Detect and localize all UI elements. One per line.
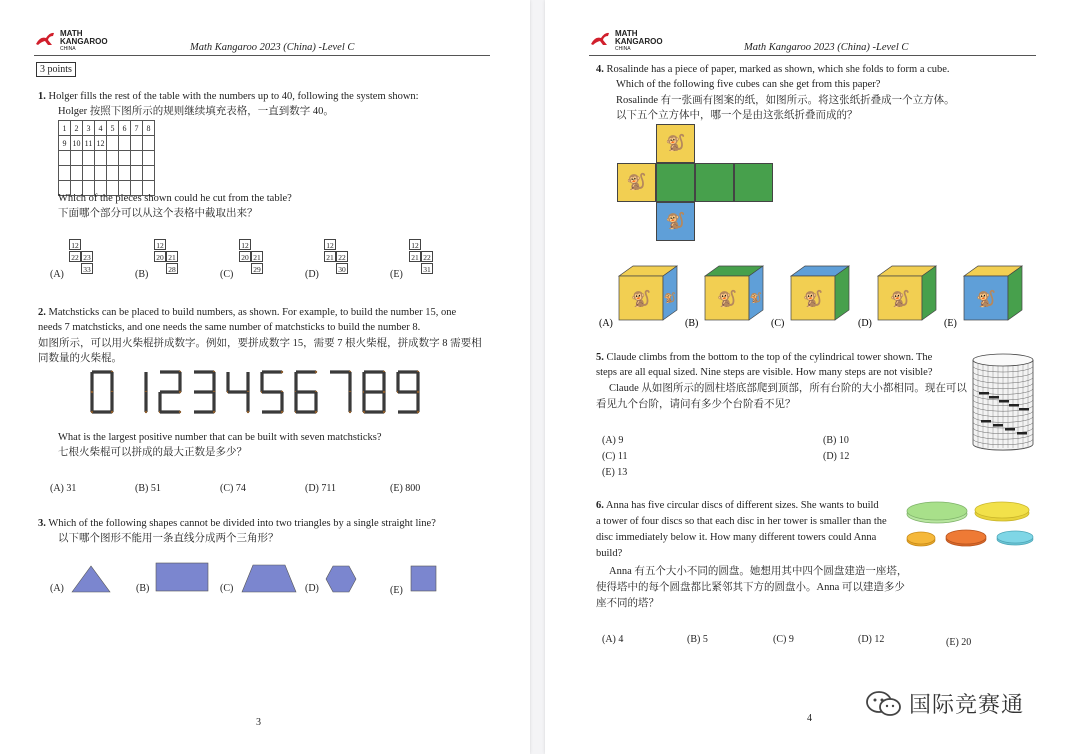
q1-piece-cell: 12	[324, 239, 336, 250]
q1-option-label: (B)	[135, 269, 149, 280]
page-number-right: 4	[807, 713, 812, 724]
q5-number: 5.	[596, 352, 604, 363]
q1-piece-cell: 20	[239, 251, 251, 262]
monkey-icon: 🐒	[663, 293, 677, 304]
discs	[905, 498, 1040, 550]
cube-option-e	[944, 266, 1022, 329]
watermark	[865, 688, 1024, 719]
q1-piece-cell: 22	[336, 251, 348, 262]
table-row	[59, 121, 155, 136]
digit-0	[91, 371, 113, 413]
q5-option-b: (B) 10	[823, 435, 849, 446]
option-value: 74	[235, 483, 246, 494]
digit-9	[397, 371, 419, 413]
q1-piece	[154, 239, 184, 279]
monkey-icon: 🐒	[631, 291, 651, 308]
q1-piece	[324, 239, 354, 279]
digit-5	[261, 371, 283, 413]
q2-option	[305, 483, 336, 494]
monkey-icon: 🐒	[626, 174, 647, 191]
page-number-left: 3	[256, 717, 261, 728]
q3-option-a: (A)	[50, 583, 64, 594]
logo-line-3: CHINA	[60, 46, 76, 52]
option-value: 51	[150, 483, 161, 494]
q6-text-en-1: Anna has five circular discs of different sizes. She wants to build	[605, 500, 879, 511]
monkey-icon: 🐒	[717, 291, 737, 308]
table-cell: 2	[71, 121, 83, 136]
option-label: (C)	[220, 483, 234, 494]
q4-text-en-1: Rosalinde has a piece of paper, marked as shown, which she folds to form a cube.	[606, 64, 950, 75]
net-face-center	[656, 163, 695, 202]
option-label: (A)	[50, 483, 64, 494]
q1-piece-cell: 22	[421, 251, 433, 262]
q1-piece-cell: 21	[251, 251, 263, 262]
q2-question-zh: 七根火柴棍可以拼成的最大正数是多少？	[58, 447, 247, 458]
cube-option-label: (D)	[858, 318, 872, 329]
monkey-icon: 🐒	[890, 291, 910, 308]
table-row	[59, 136, 155, 151]
q5-text-en-1: Claude climbs from the bottom to the top of the cylindrical tower shown. The	[606, 352, 933, 363]
cube-option-label: (B)	[685, 318, 699, 329]
table-cell	[119, 136, 131, 151]
cube-option-d	[858, 266, 936, 329]
q5-option-a: (A) 9	[602, 435, 624, 446]
number-table	[58, 120, 155, 196]
net-face-top	[656, 124, 695, 163]
q2-question-en: What is the largest positive number that can be built with seven matchsticks?	[58, 432, 382, 443]
q4-text-zh-1: Rosalinde 有一张画有图案的纸，如图所示。将这张纸折叠成一个立方体。	[616, 95, 955, 106]
hexagon-shape	[325, 564, 357, 594]
option-label: (C)	[773, 634, 787, 645]
q1-piece-cell: 12	[69, 239, 81, 250]
q6-text-en-2: a tower of four discs so that each disc in her tower is smaller than the	[596, 516, 887, 527]
wechat-icon	[865, 690, 903, 718]
q5-text-zh-2: 看见九个台阶，请问有多少个台阶看不见？	[596, 399, 796, 410]
q6-number: 6.	[596, 500, 604, 511]
cube-option-label: (A)	[599, 318, 613, 329]
digit-4	[227, 372, 249, 413]
q3-option-e: (E)	[390, 585, 403, 596]
page-4	[545, 0, 1080, 754]
q2-number: 2.	[38, 307, 46, 318]
logo-line-3: CHINA	[615, 46, 631, 52]
header-rule	[34, 55, 490, 56]
option-label: (D)	[305, 483, 319, 494]
q1-text-en: Holger fills the rest of the table with the numbers up to 40, following the system shown:	[48, 91, 419, 102]
q6-option	[858, 634, 884, 645]
q2-text-zh-1: 如图所示，可以用火柴棍拼成数字。例如，要拼成数字 15，需要 7 根火柴棍，拼成数字 8 需要相	[38, 338, 482, 349]
cube-option-label: (E)	[944, 318, 957, 329]
header-title: Math Kangaroo 2023 (China) -Level C	[744, 42, 909, 53]
table-cell: 12	[95, 136, 107, 151]
table-cell: 8	[143, 121, 155, 136]
q4-number: 4.	[596, 64, 604, 75]
digit-3	[194, 371, 215, 413]
q2-option	[135, 483, 161, 494]
q5-text-en-2: steps are all equal sized. Nine steps are visible. How many steps are not visible?	[596, 367, 933, 378]
q2-text-en-1: Matchsticks can be placed to build numbers, as shown. For example, to build the number 15, one	[48, 307, 457, 318]
cube-option-b	[685, 266, 763, 329]
option-value: 5	[702, 634, 708, 645]
option-label: (E)	[390, 483, 403, 494]
monkey-icon: 🐒	[976, 291, 996, 308]
q1-text	[38, 89, 488, 104]
option-label: (A)	[602, 634, 616, 645]
logo-line-1: MATH	[615, 29, 638, 38]
square-shape	[410, 565, 438, 593]
q1-option-label: (C)	[220, 269, 234, 280]
net-face-left	[617, 163, 656, 202]
math-kangaroo-logo	[34, 30, 108, 52]
q1-option-label: (D)	[305, 269, 319, 280]
option-value: 12	[874, 634, 885, 645]
table-cell: 11	[83, 136, 95, 151]
q6-text-en-3: disc immediately below it. How many different towers could Anna	[596, 532, 877, 543]
logo-line-2: KANGAROO	[60, 37, 108, 46]
q3-number: 3.	[38, 518, 46, 529]
q1-piece-cell: 20	[154, 251, 166, 262]
table-cell	[143, 136, 155, 151]
q4-text	[596, 62, 1036, 77]
q6-text-zh-2: 使得塔中的每个圆盘都比紧邻其下方的圆盘小。Anna 可以建造多少	[596, 582, 905, 593]
q1-number: 1.	[38, 91, 46, 102]
table-row	[59, 166, 155, 181]
q3-option-c: (C)	[220, 583, 234, 594]
cube-option-label: (C)	[771, 318, 785, 329]
option-label: (B)	[687, 634, 701, 645]
q1-piece-cell: 23	[81, 251, 93, 262]
option-label: (E)	[946, 637, 959, 648]
q2-text-en-2: needs 7 matchsticks, and one needs the same number of matchsticks to build the number 8.	[38, 322, 421, 333]
trapezoid-shape	[240, 563, 298, 595]
table-cell: 7	[131, 121, 143, 136]
cylindrical-tower	[970, 352, 1036, 454]
q1-piece-cell: 28	[166, 263, 178, 274]
table-cell	[107, 136, 119, 151]
table-cell: 9	[59, 136, 71, 151]
q1-question-zh: 下面哪个部分可以从这个表格中截取出来？	[58, 208, 258, 219]
logo-line-2: KANGAROO	[615, 37, 663, 46]
q1-text-zh: Holger 按照下图所示的规则继续填充表格，一直到数字 40。	[58, 106, 334, 117]
option-value: 711	[321, 483, 337, 494]
monkey-icon: 🐒	[803, 291, 823, 308]
net-face-right-1	[695, 163, 734, 202]
table-cell: 3	[83, 121, 95, 136]
cube-option-a	[599, 266, 677, 329]
digit-6	[295, 371, 317, 413]
q3-text-zh: 以下哪个图形不能用一条直线分成两个三角形？	[58, 533, 279, 544]
q1-piece-cell: 29	[251, 263, 263, 274]
q1-question-en: Which of the pieces shown could he cut from the table?	[58, 193, 292, 204]
q6-text-zh-1: Anna 有五个大小不同的圆盘。她想用其中四个圆盘建造一座塔，	[609, 566, 908, 577]
net-face-right-2	[734, 163, 773, 202]
q1-piece-cell: 21	[324, 251, 336, 262]
q6-option	[602, 634, 623, 645]
logo-line-1: MATH	[60, 29, 83, 38]
q6-text-zh-3: 座不同的塔？	[596, 598, 659, 609]
option-label: (B)	[135, 483, 149, 494]
triangle-shape	[70, 564, 112, 594]
option-value: 31	[66, 483, 77, 494]
q1-piece-cell: 21	[409, 251, 421, 262]
q1-piece-cell: 33	[81, 263, 93, 274]
q5-option-c: (C) 11	[602, 451, 628, 462]
q1-piece	[239, 239, 269, 279]
cube-options	[595, 262, 1035, 334]
table-cell: 1	[59, 121, 71, 136]
q2-text	[38, 305, 498, 320]
kangaroo-logo-icon	[34, 30, 58, 46]
q6-option	[773, 634, 794, 645]
watermark-text: 国际竞赛通	[909, 693, 1025, 718]
q1-piece-cell: 12	[409, 239, 421, 250]
q1-piece-cell: 12	[154, 239, 166, 250]
digit-8	[363, 371, 385, 413]
table-row	[59, 151, 155, 166]
q3-text	[38, 516, 498, 531]
monkey-icon: 🐒	[749, 293, 763, 304]
table-cell: 5	[107, 121, 119, 136]
option-value: 20	[961, 637, 972, 648]
q1-piece	[409, 239, 439, 279]
q1-option-label: (A)	[50, 269, 64, 280]
q5-text	[596, 350, 961, 365]
q1-piece-cell: 31	[421, 263, 433, 274]
q2-option	[390, 483, 420, 494]
table-cell: 4	[95, 121, 107, 136]
net-face-bottom	[656, 202, 695, 241]
kangaroo-logo-icon	[589, 30, 613, 46]
q3-text-en: Which of the following shapes cannot be divided into two triangles by a single straight line?	[48, 518, 436, 529]
q6-text-en-4: build?	[596, 548, 623, 559]
option-value: 4	[618, 634, 624, 645]
q3-option-d: (D)	[305, 583, 319, 594]
q6-text	[596, 498, 896, 513]
q4-text-en-2: Which of the following five cubes can she get from this paper?	[616, 79, 881, 90]
matchstick-digits	[88, 368, 428, 418]
q6-option	[946, 637, 971, 648]
q6-option	[687, 634, 708, 645]
q1-piece-cell: 22	[69, 251, 81, 262]
q3-option-b: (B)	[136, 583, 150, 594]
digit-7	[330, 371, 351, 413]
monkey-icon: 🐒	[665, 135, 686, 152]
option-value: 800	[405, 483, 421, 494]
q1-piece-cell: 21	[166, 251, 178, 262]
q1-option-label: (E)	[390, 269, 403, 280]
rectangle-shape	[155, 562, 210, 594]
table-cell	[131, 136, 143, 151]
q1-piece	[69, 239, 99, 279]
header-title: Math Kangaroo 2023 (China) -Level C	[190, 42, 355, 53]
digit-2	[159, 371, 181, 413]
option-value: 9	[788, 634, 794, 645]
header-rule	[589, 55, 1036, 56]
q1-piece-cell: 12	[239, 239, 251, 250]
q5-option-e: (E) 13	[602, 467, 628, 478]
digit-1	[145, 372, 147, 413]
q4-text-zh-2: 以下五个立方体中，哪一个是由这张纸折叠而成的？	[616, 110, 858, 121]
table-cell: 6	[119, 121, 131, 136]
page-3	[0, 0, 530, 754]
q2-text-zh-2: 同数量的火柴棍。	[38, 353, 122, 364]
points-label: 3 points	[36, 62, 76, 77]
cube-option-c	[771, 266, 849, 329]
table-cell: 10	[71, 136, 83, 151]
q5-text-zh-1: Claude 从如图所示的圆柱塔底部爬到顶部，所有台阶的大小都相同。现在可以	[609, 383, 967, 394]
q5-option-d: (D) 12	[823, 451, 850, 462]
option-label: (D)	[858, 634, 872, 645]
q1-piece-cell: 30	[336, 263, 348, 274]
math-kangaroo-logo	[589, 30, 663, 52]
q2-option	[50, 483, 76, 494]
q2-option	[220, 483, 246, 494]
monkey-icon: 🐒	[665, 213, 686, 230]
